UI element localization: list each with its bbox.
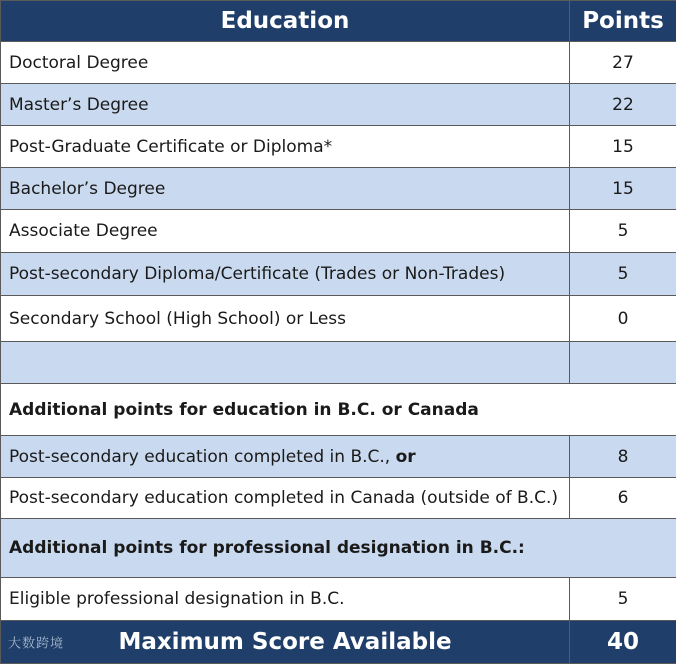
max-score-label: Maximum Score Available [118, 629, 451, 655]
spacer-row [1, 342, 676, 384]
row-label: Associate Degree [1, 210, 570, 253]
row-label: Master’s Degree [1, 84, 570, 126]
watermark-logo: 大数跨境 [8, 633, 64, 652]
table-row [1, 478, 676, 519]
bc-label-text: Post-secondary education completed in B.C., [9, 447, 396, 467]
table-row [1, 578, 676, 621]
section-row [1, 519, 676, 578]
row-points: 5 [570, 253, 676, 296]
table-row [1, 210, 676, 253]
section-row [1, 384, 676, 436]
row-points: 8 [570, 436, 676, 478]
table-row [1, 436, 676, 478]
row-points: 0 [570, 296, 676, 342]
table-row [1, 253, 676, 296]
row-label: Post-secondary education completed in Canada (outside of B.C.) [1, 478, 570, 519]
section-heading-professional: Additional points for professional designation in B.C.: [1, 519, 676, 578]
row-label: Post-Graduate Certificate or Diploma* [1, 126, 570, 168]
row-points: 5 [570, 578, 676, 621]
table-row [1, 42, 676, 84]
row-label: Post-secondary Diploma/Certificate (Trades or Non-Trades) [1, 253, 570, 296]
row-points: 15 [570, 126, 676, 168]
max-score-label-cell [1, 621, 570, 664]
row-points: 15 [570, 168, 676, 210]
footer-row [1, 621, 676, 664]
row-points: 5 [570, 210, 676, 253]
header-row [1, 1, 676, 42]
bc-or-text: or [396, 447, 416, 467]
table-row [1, 296, 676, 342]
points-header: Points [570, 1, 676, 42]
row-label: Secondary School (High School) or Less [1, 296, 570, 342]
spacer-cell [1, 342, 570, 384]
education-header: Education [1, 1, 570, 42]
row-label: Eligible professional designation in B.C. [1, 578, 570, 621]
row-points: 6 [570, 478, 676, 519]
row-points: 22 [570, 84, 676, 126]
spacer-cell [570, 342, 676, 384]
section-heading-education: Additional points for education in B.C. or Canada [1, 384, 676, 436]
max-score-points: 40 [570, 621, 676, 664]
row-points: 27 [570, 42, 676, 84]
table-row [1, 168, 676, 210]
table-row [1, 84, 676, 126]
row-label: Bachelor’s Degree [1, 168, 570, 210]
row-label: Doctoral Degree [1, 42, 570, 84]
table-row [1, 126, 676, 168]
row-label [1, 436, 570, 478]
